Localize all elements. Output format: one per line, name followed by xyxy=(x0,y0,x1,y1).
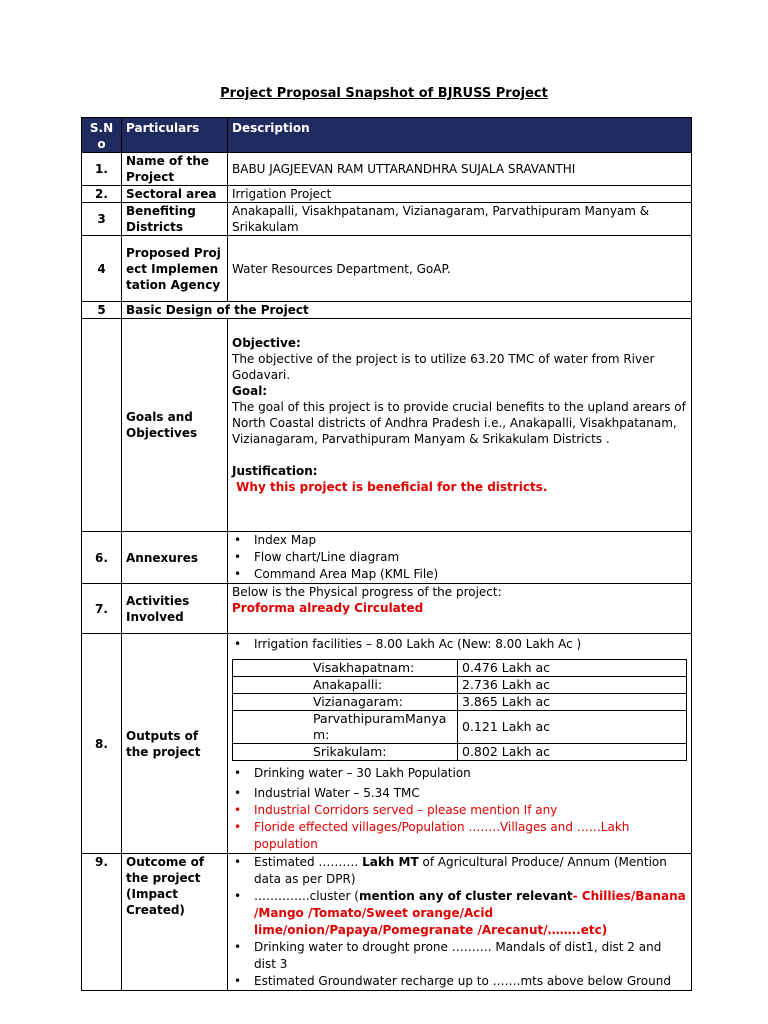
list-item: • Drinking water – 30 Lakh Population xyxy=(254,765,687,782)
row-sno xyxy=(82,319,122,532)
row-particular: Outputs of the project xyxy=(122,634,228,854)
objective-label: Objective: xyxy=(232,336,301,350)
district-value: 0.476 Lakh ac xyxy=(458,660,687,677)
outcome-red: - Chillies/Banana /Mango /Tomato/Sweet orange/Acid lime/onion/Papaya/Pomegranate /Arecanut/……..etc) xyxy=(254,889,686,937)
header-description: Description xyxy=(228,118,692,153)
row-sno: 8. xyxy=(82,634,122,854)
outcome-list xyxy=(232,854,687,990)
header-row xyxy=(82,118,692,153)
row-particular: Annexures xyxy=(122,532,228,584)
district-row xyxy=(233,711,687,744)
annexures-list xyxy=(232,532,687,583)
district-value: 2.736 Lakh ac xyxy=(458,677,687,694)
table-row xyxy=(82,854,692,991)
proposal-table xyxy=(81,117,692,991)
district-value: 0.802 Lakh ac xyxy=(458,744,687,761)
justification-text: Why this project is beneficial for the districts. xyxy=(232,480,548,494)
list-item: • Estimated Groundwater recharge up to …….mts above below Ground xyxy=(254,973,687,990)
district-row xyxy=(233,677,687,694)
district-value: 3.865 Lakh ac xyxy=(458,694,687,711)
row-sno: 4 xyxy=(82,236,122,302)
justification-label: Justification: xyxy=(232,464,318,478)
list-item: • Drinking water to drought prone ………. Mandals of dist1, dist 2 and dist 3 xyxy=(254,939,687,973)
row-description: BABU JAGJEEVAN RAM UTTARANDHRA SUJALA SRAVANTHI xyxy=(228,153,692,186)
header-particulars: Particulars xyxy=(122,118,228,153)
district-name: ParvathipuramManyam: xyxy=(233,711,458,744)
district-name: Srikakulam: xyxy=(233,744,458,761)
activities-note: Proforma already Circulated xyxy=(232,601,424,615)
district-row xyxy=(233,694,687,711)
row-particular: Proposed Project Implementation Agency xyxy=(122,236,228,302)
table-row xyxy=(82,302,692,319)
table-row xyxy=(82,186,692,203)
header-sno: S.N o xyxy=(82,118,122,153)
row-sno: 7. xyxy=(82,584,122,634)
document-title: Project Proposal Snapshot of BJRUSS Project xyxy=(220,86,548,101)
row-sno: 3 xyxy=(82,203,122,236)
row-particular: Goals and Objectives xyxy=(122,319,228,532)
annexures-description xyxy=(228,532,692,584)
table-row xyxy=(82,584,692,634)
row-description: Irrigation Project xyxy=(228,186,692,203)
activities-line: Below is the Physical progress of the project: xyxy=(232,585,502,599)
row-sno: 5 xyxy=(82,302,122,319)
district-value: 0.121 Lakh ac xyxy=(458,711,687,744)
district-row xyxy=(233,660,687,677)
goal-text: The goal of this project is to provide crucial benefits to the upland arears of North Coastal districts of Andhra Pradesh i.e., Anakapalli, Visakhpatanam, Vizianagaram, Parvathipuram Manyam & Srikakulam Districts . xyxy=(232,400,686,446)
goals-description xyxy=(228,319,692,532)
list-item: • Command Area Map (KML File) xyxy=(254,566,687,583)
table-row xyxy=(82,634,692,854)
row-particular: Benefiting Districts xyxy=(122,203,228,236)
outcome-bold: mention any of cluster relevant xyxy=(358,889,573,903)
list-item: • Flow chart/Line diagram xyxy=(254,549,687,566)
objective-text: The objective of the project is to utilize 63.20 TMC of water from River Godavari. xyxy=(232,352,655,382)
table-row xyxy=(82,236,692,302)
district-table xyxy=(232,659,687,761)
row-sno: 1. xyxy=(82,153,122,186)
list-item: • Industrial Corridors served – please mention If any xyxy=(254,802,687,819)
outputs-description xyxy=(228,634,692,854)
row-sno: 2. xyxy=(82,186,122,203)
district-name: Anakapalli: xyxy=(233,677,458,694)
district-row xyxy=(233,744,687,761)
row-sno: 9. xyxy=(82,854,122,991)
district-name: Vizianagaram: xyxy=(233,694,458,711)
activities-description xyxy=(228,584,692,634)
outcome-text: Estimated ………. xyxy=(254,855,363,869)
row-description: Water Resources Department, GoAP. xyxy=(228,236,692,302)
district-name: Visakhapatnam: xyxy=(233,660,458,677)
list-item: • Index Map xyxy=(254,532,687,549)
goal-label: Goal: xyxy=(232,384,268,398)
outputs-list-more xyxy=(232,765,687,853)
row-particular: Outcome of the project (Impact Created) xyxy=(122,854,228,991)
row-particular: Activities Involved xyxy=(122,584,228,634)
table-row xyxy=(82,203,692,236)
table-row xyxy=(82,532,692,584)
outcome-bold: Lakh MT xyxy=(362,855,419,869)
list-item: • Floride effected villages/Population ……..Villages and ……Lakh population xyxy=(254,819,687,853)
list-item: • Industrial Water – 5.34 TMC xyxy=(254,785,687,802)
row-particular: Sectoral area xyxy=(122,186,228,203)
row-particular: Name of the Project xyxy=(122,153,228,186)
basic-design-label: Basic Design of the Project xyxy=(122,302,692,319)
list-item xyxy=(254,854,687,888)
table-row xyxy=(82,319,692,532)
row-description: Anakapalli, Visakhpatanam, Vizianagaram, Parvathipuram Manyam & Srikakulam xyxy=(228,203,692,236)
outcome-text: …………..cluster ( xyxy=(254,889,359,903)
outcome-text: of Agricultural Produce/ Annum (Mention data as per DPR) xyxy=(254,855,667,886)
outputs-list xyxy=(232,636,687,653)
outcome-description xyxy=(228,854,692,991)
list-item xyxy=(254,888,687,939)
list-item: • Irrigation facilities – 8.00 Lakh Ac (New: 8.00 Lakh Ac ) xyxy=(254,636,687,653)
table-row xyxy=(82,153,692,186)
row-sno: 6. xyxy=(82,532,122,584)
